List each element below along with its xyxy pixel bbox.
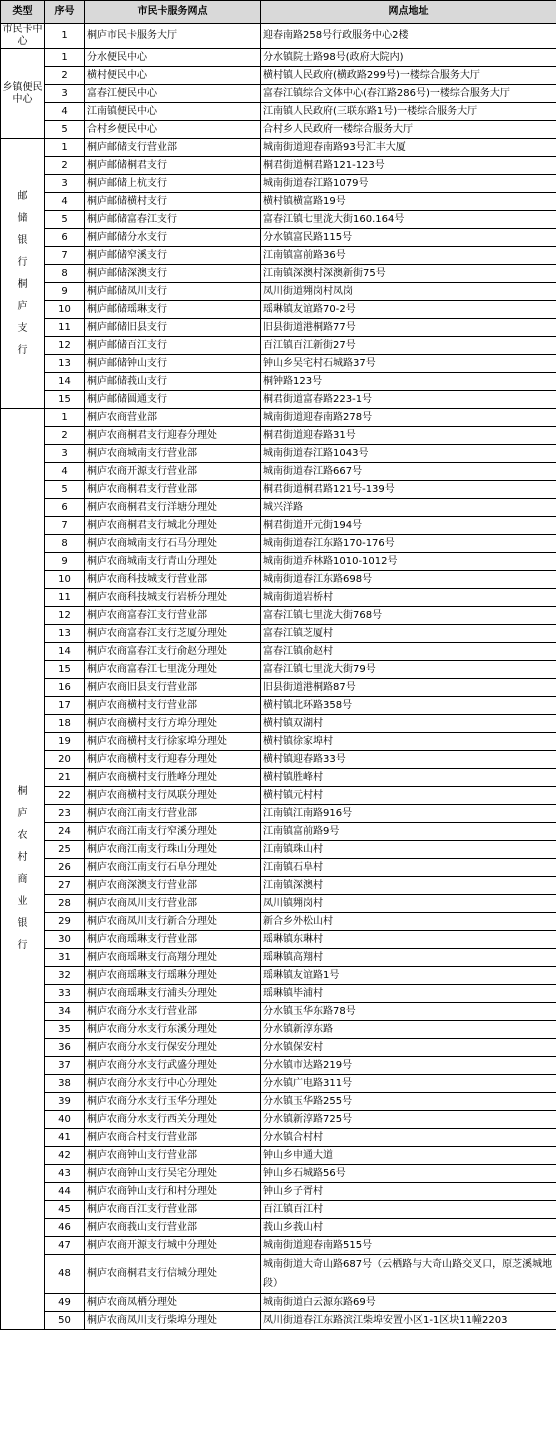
outlet-address: 江南镇富前路9号: [261, 823, 556, 841]
outlet-address: 桐钟路123号: [261, 373, 556, 391]
row-number: 29: [45, 913, 85, 931]
row-number: 38: [45, 1075, 85, 1093]
table-row: [1, 1147, 556, 1165]
row-number: 25: [45, 841, 85, 859]
outlet-address: 城南街道迎春南路93号汇丰大厦: [261, 139, 556, 157]
outlet-name: 桐庐农商富春江支行营业部: [85, 607, 261, 625]
outlet-address: 旧县街道港桐路77号: [261, 319, 556, 337]
outlet-address: 江南镇人民政府(三联东路1号)一楼综合服务大厅: [261, 103, 556, 121]
row-number: 12: [45, 337, 85, 355]
outlet-name: 桐庐农商科技城支行岩桥分理处: [85, 589, 261, 607]
outlet-address: 城南街道岩桥村: [261, 589, 556, 607]
table-row: [1, 463, 556, 481]
outlet-address: 桐君街道桐君路121-123号: [261, 157, 556, 175]
outlet-name: 桐庐农商桐君支行信城分理处: [85, 1255, 261, 1294]
row-number: 8: [45, 265, 85, 283]
row-number: 41: [45, 1129, 85, 1147]
outlet-name: 桐庐邮储百江支行: [85, 337, 261, 355]
outlet-address: 分水镇新淳路725号: [261, 1111, 556, 1129]
table-row: [1, 1075, 556, 1093]
outlet-name: 桐庐农商瑶琳支行高翔分理处: [85, 949, 261, 967]
outlet-address: 富春江镇芝厦村: [261, 625, 556, 643]
outlet-address: 迎春南路258号行政服务中心2楼: [261, 24, 556, 49]
outlet-name: 桐庐邮储横村支行: [85, 193, 261, 211]
row-number: 46: [45, 1219, 85, 1237]
row-number: 4: [45, 193, 85, 211]
outlet-name: 桐庐邮储深澳支行: [85, 265, 261, 283]
outlet-name: 桐庐市民卡服务大厅: [85, 24, 261, 49]
outlet-name: 分水便民中心: [85, 49, 261, 67]
row-number: 1: [45, 409, 85, 427]
outlet-address: 城南街道春江路1043号: [261, 445, 556, 463]
outlet-name: 桐庐农商横村支行方埠分理处: [85, 715, 261, 733]
outlet-name: 桐庐农商横村支行营业部: [85, 697, 261, 715]
row-number: 15: [45, 391, 85, 409]
outlet-name: 桐庐农商分水支行保安分理处: [85, 1039, 261, 1057]
outlet-name: 桐庐邮储支行营业部: [85, 139, 261, 157]
outlet-name: 桐庐农商江南支行石阜分理处: [85, 859, 261, 877]
table-row: [1, 499, 556, 517]
outlet-name: 桐庐邮储瑶琳支行: [85, 301, 261, 319]
table-row: [1, 175, 556, 193]
outlet-address: 凤川街道春江东路滨江柴埠安置小区1-1区块11幢2203: [261, 1312, 556, 1330]
table-row: [1, 751, 556, 769]
outlet-address: 城南街道春江东路698号: [261, 571, 556, 589]
row-number: 3: [45, 85, 85, 103]
row-number: 37: [45, 1057, 85, 1075]
outlet-name: 桐庐农商瑶琳支行营业部: [85, 931, 261, 949]
outlet-name: 桐庐邮储旧县支行: [85, 319, 261, 337]
table-row: [1, 859, 556, 877]
outlet-address: 分水镇新淳东路: [261, 1021, 556, 1039]
row-number: 1: [45, 24, 85, 49]
table-row: [1, 697, 556, 715]
outlet-address: 江南镇富前路36号: [261, 247, 556, 265]
category-cell: [1, 139, 45, 409]
row-number: 16: [45, 679, 85, 697]
table-row: [1, 391, 556, 409]
outlet-address: 合村乡人民政府一楼综合服务大厅: [261, 121, 556, 139]
table-row: [1, 967, 556, 985]
outlet-address: 分水镇富民路115号: [261, 229, 556, 247]
row-number: 2: [45, 427, 85, 445]
outlet-address: 江南镇珠山村: [261, 841, 556, 859]
outlet-address: 城南街道迎春南路278号: [261, 409, 556, 427]
outlet-name: 桐庐农商营业部: [85, 409, 261, 427]
table-row: [1, 337, 556, 355]
outlet-address: 富春江镇七里泷大街79号: [261, 661, 556, 679]
outlet-address: 江南镇江南路916号: [261, 805, 556, 823]
row-number: 44: [45, 1183, 85, 1201]
table-row: [1, 769, 556, 787]
table-row: [1, 733, 556, 751]
outlet-name: 桐庐农商瑶琳支行瑶琳分理处: [85, 967, 261, 985]
table-row: [1, 553, 556, 571]
outlet-name: 桐庐邮储凤川支行: [85, 283, 261, 301]
table-row: [1, 1201, 556, 1219]
outlet-name: 桐庐农商分水支行玉华分理处: [85, 1093, 261, 1111]
outlet-address: 分水镇院士路98号(政府大院内): [261, 49, 556, 67]
table-row: [1, 895, 556, 913]
row-number: 32: [45, 967, 85, 985]
table-row: [1, 85, 556, 103]
outlet-name: 桐庐邮储富春江支行: [85, 211, 261, 229]
outlet-name: 桐庐农商江南支行珠山分理处: [85, 841, 261, 859]
table-row: [1, 445, 556, 463]
row-number: 26: [45, 859, 85, 877]
outlet-name: 桐庐农商合村支行营业部: [85, 1129, 261, 1147]
row-number: 18: [45, 715, 85, 733]
table-row: [1, 1219, 556, 1237]
outlet-name: 桐庐邮储钟山支行: [85, 355, 261, 373]
table-row: [1, 103, 556, 121]
table-row: [1, 355, 556, 373]
outlet-name: 桐庐农商横村支行凤联分理处: [85, 787, 261, 805]
row-number: 39: [45, 1093, 85, 1111]
outlet-address: 旧县街道港桐路87号: [261, 679, 556, 697]
outlet-address: 瑶琳镇毕浦村: [261, 985, 556, 1003]
table-row: [1, 661, 556, 679]
outlet-address: 横村镇迎春路33号: [261, 751, 556, 769]
row-number: 6: [45, 229, 85, 247]
outlet-name: 桐庐农商桐君支行迎春分理处: [85, 427, 261, 445]
table-row: [1, 24, 556, 49]
category-cell: [1, 24, 45, 49]
table-row: [1, 301, 556, 319]
outlet-name: 桐庐农商横村支行胜峰分理处: [85, 769, 261, 787]
table-row: [1, 1021, 556, 1039]
outlet-address: 分水镇市达路219号: [261, 1057, 556, 1075]
table-row: [1, 1312, 556, 1330]
row-number: 45: [45, 1201, 85, 1219]
row-number: 11: [45, 319, 85, 337]
row-number: 33: [45, 985, 85, 1003]
outlet-name: 桐庐邮储圆通支行: [85, 391, 261, 409]
table-row: [1, 1255, 556, 1294]
outlet-name: 桐庐农商分水支行武盛分理处: [85, 1057, 261, 1075]
outlet-name: 桐庐邮储分水支行: [85, 229, 261, 247]
outlet-address: 钟山乡子胥村: [261, 1183, 556, 1201]
outlet-address: 横村镇胜峰村: [261, 769, 556, 787]
outlet-name: 桐庐邮储上杭支行: [85, 175, 261, 193]
header-outlet-address: 网点地址: [261, 1, 556, 24]
row-number: 21: [45, 769, 85, 787]
row-number: 40: [45, 1111, 85, 1129]
table-row: [1, 121, 556, 139]
outlet-address: 城南街道迎春南路515号: [261, 1237, 556, 1255]
outlet-address: 富春江镇七里泷大街768号: [261, 607, 556, 625]
outlet-name: 桐庐农商城南支行青山分理处: [85, 553, 261, 571]
row-number: 2: [45, 67, 85, 85]
table-row: [1, 643, 556, 661]
row-number: 49: [45, 1294, 85, 1312]
outlet-address: 百江镇百江村: [261, 1201, 556, 1219]
row-number: 4: [45, 103, 85, 121]
outlet-address: 分水镇玉华路255号: [261, 1093, 556, 1111]
outlet-address: 富春江镇七里泷大街160.164号: [261, 211, 556, 229]
table-row: [1, 805, 556, 823]
outlet-address: 江南镇深澳村深澳新街75号: [261, 265, 556, 283]
outlet-address: 凤川镇翙岗村: [261, 895, 556, 913]
outlet-name: 桐庐农商横村支行迎春分理处: [85, 751, 261, 769]
outlet-name: 横村便民中心: [85, 67, 261, 85]
outlet-address: 桐君街道富春路223-1号: [261, 391, 556, 409]
outlet-address: 瑶琳镇友谊路1号: [261, 967, 556, 985]
outlet-name: 桐庐农商桐君支行洋塘分理处: [85, 499, 261, 517]
table-row: [1, 211, 556, 229]
outlet-name: 桐庐农商分水支行中心分理处: [85, 1075, 261, 1093]
outlet-address: 桐君街道桐君路121号-139号: [261, 481, 556, 499]
category-label: 邮储银行桐庐支行: [17, 190, 28, 356]
table-row: [1, 1294, 556, 1312]
row-number: 12: [45, 607, 85, 625]
outlet-name: 桐庐农商横村支行徐家埠分理处: [85, 733, 261, 751]
row-number: 47: [45, 1237, 85, 1255]
row-number: 10: [45, 571, 85, 589]
outlet-name: 桐庐农商凤川支行柴埠分理处: [85, 1312, 261, 1330]
outlet-address: 城南街道乔林路1010-1012号: [261, 553, 556, 571]
row-number: 22: [45, 787, 85, 805]
outlet-name: 桐庐邮储莪山支行: [85, 373, 261, 391]
outlet-address: 城兴洋路: [261, 499, 556, 517]
table-row: [1, 841, 556, 859]
outlet-address: 瑶琳镇高翔村: [261, 949, 556, 967]
table-row: [1, 589, 556, 607]
outlet-name: 合村乡便民中心: [85, 121, 261, 139]
row-number: 9: [45, 553, 85, 571]
outlet-address: 钟山乡申通大道: [261, 1147, 556, 1165]
outlet-name: 江南镇便民中心: [85, 103, 261, 121]
outlet-address: 瑶琳镇友谊路70-2号: [261, 301, 556, 319]
outlet-address: 横村镇人民政府(横政路299号)一楼综合服务大厅: [261, 67, 556, 85]
row-number: 5: [45, 481, 85, 499]
row-number: 1: [45, 139, 85, 157]
row-number: 17: [45, 697, 85, 715]
outlet-address: 钟山乡吴宅村石城路37号: [261, 355, 556, 373]
outlet-address: 城南街道春江东路170-176号: [261, 535, 556, 553]
row-number: 5: [45, 211, 85, 229]
row-number: 20: [45, 751, 85, 769]
header-row: [1, 1, 556, 24]
row-number: 11: [45, 589, 85, 607]
table-row: [1, 985, 556, 1003]
table-row: [1, 409, 556, 427]
outlet-name: 桐庐农商钟山支行营业部: [85, 1147, 261, 1165]
table-row: [1, 481, 556, 499]
outlet-name: 桐庐农商城南支行石马分理处: [85, 535, 261, 553]
table-row: [1, 949, 556, 967]
table-row: [1, 1111, 556, 1129]
header-number: 序号: [45, 1, 85, 24]
outlet-name: 桐庐农商凤栖分理处: [85, 1294, 261, 1312]
row-number: 31: [45, 949, 85, 967]
outlet-name: 桐庐农商百江支行营业部: [85, 1201, 261, 1219]
outlet-name: 桐庐农商开源支行营业部: [85, 463, 261, 481]
table-row: [1, 1237, 556, 1255]
row-number: 15: [45, 661, 85, 679]
row-number: 35: [45, 1021, 85, 1039]
row-number: 14: [45, 643, 85, 661]
outlet-address: 横村镇徐家埠村: [261, 733, 556, 751]
outlet-name: 桐庐农商分水支行东溪分理处: [85, 1021, 261, 1039]
outlet-address: 莪山乡莪山村: [261, 1219, 556, 1237]
table-row: [1, 715, 556, 733]
outlet-name: 桐庐农商桐君支行城北分理处: [85, 517, 261, 535]
table-row: [1, 1039, 556, 1057]
table-row: [1, 913, 556, 931]
outlet-name: 桐庐邮储窄溪支行: [85, 247, 261, 265]
outlet-name: 桐庐农商桐君支行营业部: [85, 481, 261, 499]
outlet-name: 桐庐农商旧县支行营业部: [85, 679, 261, 697]
outlet-name: 桐庐农商凤川支行新合分理处: [85, 913, 261, 931]
table-row: [1, 823, 556, 841]
outlet-address: 凤川街道翙岗村凤岗: [261, 283, 556, 301]
table-row: [1, 49, 556, 67]
row-number: 43: [45, 1165, 85, 1183]
table-row: [1, 427, 556, 445]
table-row: [1, 1165, 556, 1183]
row-number: 23: [45, 805, 85, 823]
outlet-address: 桐君街道开元街194号: [261, 517, 556, 535]
outlet-address: 横村镇元村村: [261, 787, 556, 805]
table-row: [1, 247, 556, 265]
table-body: [1, 24, 556, 1330]
table-row: [1, 877, 556, 895]
outlet-address: 城南街道春江路1079号: [261, 175, 556, 193]
row-number: 36: [45, 1039, 85, 1057]
outlet-name: 桐庐农商凤川支行营业部: [85, 895, 261, 913]
outlet-address: 钟山乡石城路56号: [261, 1165, 556, 1183]
outlet-name: 桐庐农商分水支行营业部: [85, 1003, 261, 1021]
outlet-address: 横村镇横富路19号: [261, 193, 556, 211]
outlet-name: 桐庐农商科技城支行营业部: [85, 571, 261, 589]
outlet-address: 富春江镇综合文体中心(春江路286号)一楼综合服务大厅: [261, 85, 556, 103]
row-number: 19: [45, 733, 85, 751]
outlet-address: 百江镇百江新街27号: [261, 337, 556, 355]
row-number: 28: [45, 895, 85, 913]
table-row: [1, 1057, 556, 1075]
category-label: 桐庐农村商业银行: [17, 786, 28, 951]
outlet-name: 富春江便民中心: [85, 85, 261, 103]
table-row: [1, 265, 556, 283]
outlet-name: 桐庐邮储桐君支行: [85, 157, 261, 175]
table-row: [1, 607, 556, 625]
table-row: [1, 535, 556, 553]
outlet-address: 新合乡外松山村: [261, 913, 556, 931]
outlet-name: 桐庐农商富春江支行芝厦分理处: [85, 625, 261, 643]
outlet-name: 桐庐农商莪山支行营业部: [85, 1219, 261, 1237]
category-label: 乡镇便民中心: [2, 81, 43, 105]
outlet-address: 横村镇北环路358号: [261, 697, 556, 715]
outlet-name: 桐庐农商城南支行营业部: [85, 445, 261, 463]
table-row: [1, 1093, 556, 1111]
table-row: [1, 517, 556, 535]
row-number: 2: [45, 157, 85, 175]
row-number: 3: [45, 175, 85, 193]
row-number: 42: [45, 1147, 85, 1165]
outlet-address: 江南镇石阜村: [261, 859, 556, 877]
outlet-address: 富春江镇俞赵村: [261, 643, 556, 661]
table-row: [1, 1003, 556, 1021]
table-row: [1, 193, 556, 211]
outlet-name: 桐庐农商钟山支行和村分理处: [85, 1183, 261, 1201]
table-row: [1, 319, 556, 337]
outlet-address: 分水镇保安村: [261, 1039, 556, 1057]
outlet-name: 桐庐农商钟山支行吴宅分理处: [85, 1165, 261, 1183]
header-type: 类型: [1, 1, 45, 24]
row-number: 48: [45, 1255, 85, 1294]
table-row: [1, 373, 556, 391]
outlet-address: 城南街道大奇山路687号（云栖路与大奇山路交叉口，原芝溪城地段）: [261, 1255, 556, 1294]
outlet-name: 桐庐农商富春江支行俞赵分理处: [85, 643, 261, 661]
outlet-address: 分水镇广电路311号: [261, 1075, 556, 1093]
row-number: 1: [45, 49, 85, 67]
table-row: [1, 229, 556, 247]
table-row: [1, 787, 556, 805]
outlet-address: 分水镇玉华东路78号: [261, 1003, 556, 1021]
row-number: 3: [45, 445, 85, 463]
table-row: [1, 139, 556, 157]
category-cell: [1, 409, 45, 1330]
table-row: [1, 625, 556, 643]
row-number: 50: [45, 1312, 85, 1330]
outlet-name: 桐庐农商分水支行西关分理处: [85, 1111, 261, 1129]
row-number: 27: [45, 877, 85, 895]
row-number: 8: [45, 535, 85, 553]
table-row: [1, 67, 556, 85]
row-number: 10: [45, 301, 85, 319]
outlet-address: 分水镇合村村: [261, 1129, 556, 1147]
row-number: 6: [45, 499, 85, 517]
row-number: 7: [45, 247, 85, 265]
row-number: 34: [45, 1003, 85, 1021]
row-number: 4: [45, 463, 85, 481]
outlet-address: 江南镇深澳村: [261, 877, 556, 895]
outlet-name: 桐庐农商深澳支行营业部: [85, 877, 261, 895]
table-row: [1, 679, 556, 697]
outlet-name: 桐庐农商江南支行营业部: [85, 805, 261, 823]
outlet-address: 桐君街道迎春路31号: [261, 427, 556, 445]
table-row: [1, 931, 556, 949]
table-row: [1, 1129, 556, 1147]
row-number: 24: [45, 823, 85, 841]
category-label: 市民卡中心: [2, 24, 43, 47]
outlet-name: 桐庐农商开源支行城中分理处: [85, 1237, 261, 1255]
table-row: [1, 157, 556, 175]
row-number: 14: [45, 373, 85, 391]
row-number: 30: [45, 931, 85, 949]
outlet-name: 桐庐农商江南支行窄溪分理处: [85, 823, 261, 841]
row-number: 9: [45, 283, 85, 301]
header-outlet-name: 市民卡服务网点: [85, 1, 261, 24]
outlet-address: 横村镇双湖村: [261, 715, 556, 733]
outlet-address: 瑶琳镇东琳村: [261, 931, 556, 949]
outlet-name: 桐庐农商瑶琳支行浦头分理处: [85, 985, 261, 1003]
table-row: [1, 571, 556, 589]
table-row: [1, 283, 556, 301]
table-row: [1, 1183, 556, 1201]
row-number: 13: [45, 625, 85, 643]
outlet-address: 城南街道春江路667号: [261, 463, 556, 481]
outlet-name: 桐庐农商富春江七里泷分理处: [85, 661, 261, 679]
row-number: 13: [45, 355, 85, 373]
outlet-address: 城南街道白云源东路69号: [261, 1294, 556, 1312]
row-number: 7: [45, 517, 85, 535]
row-number: 5: [45, 121, 85, 139]
category-cell: [1, 49, 45, 139]
